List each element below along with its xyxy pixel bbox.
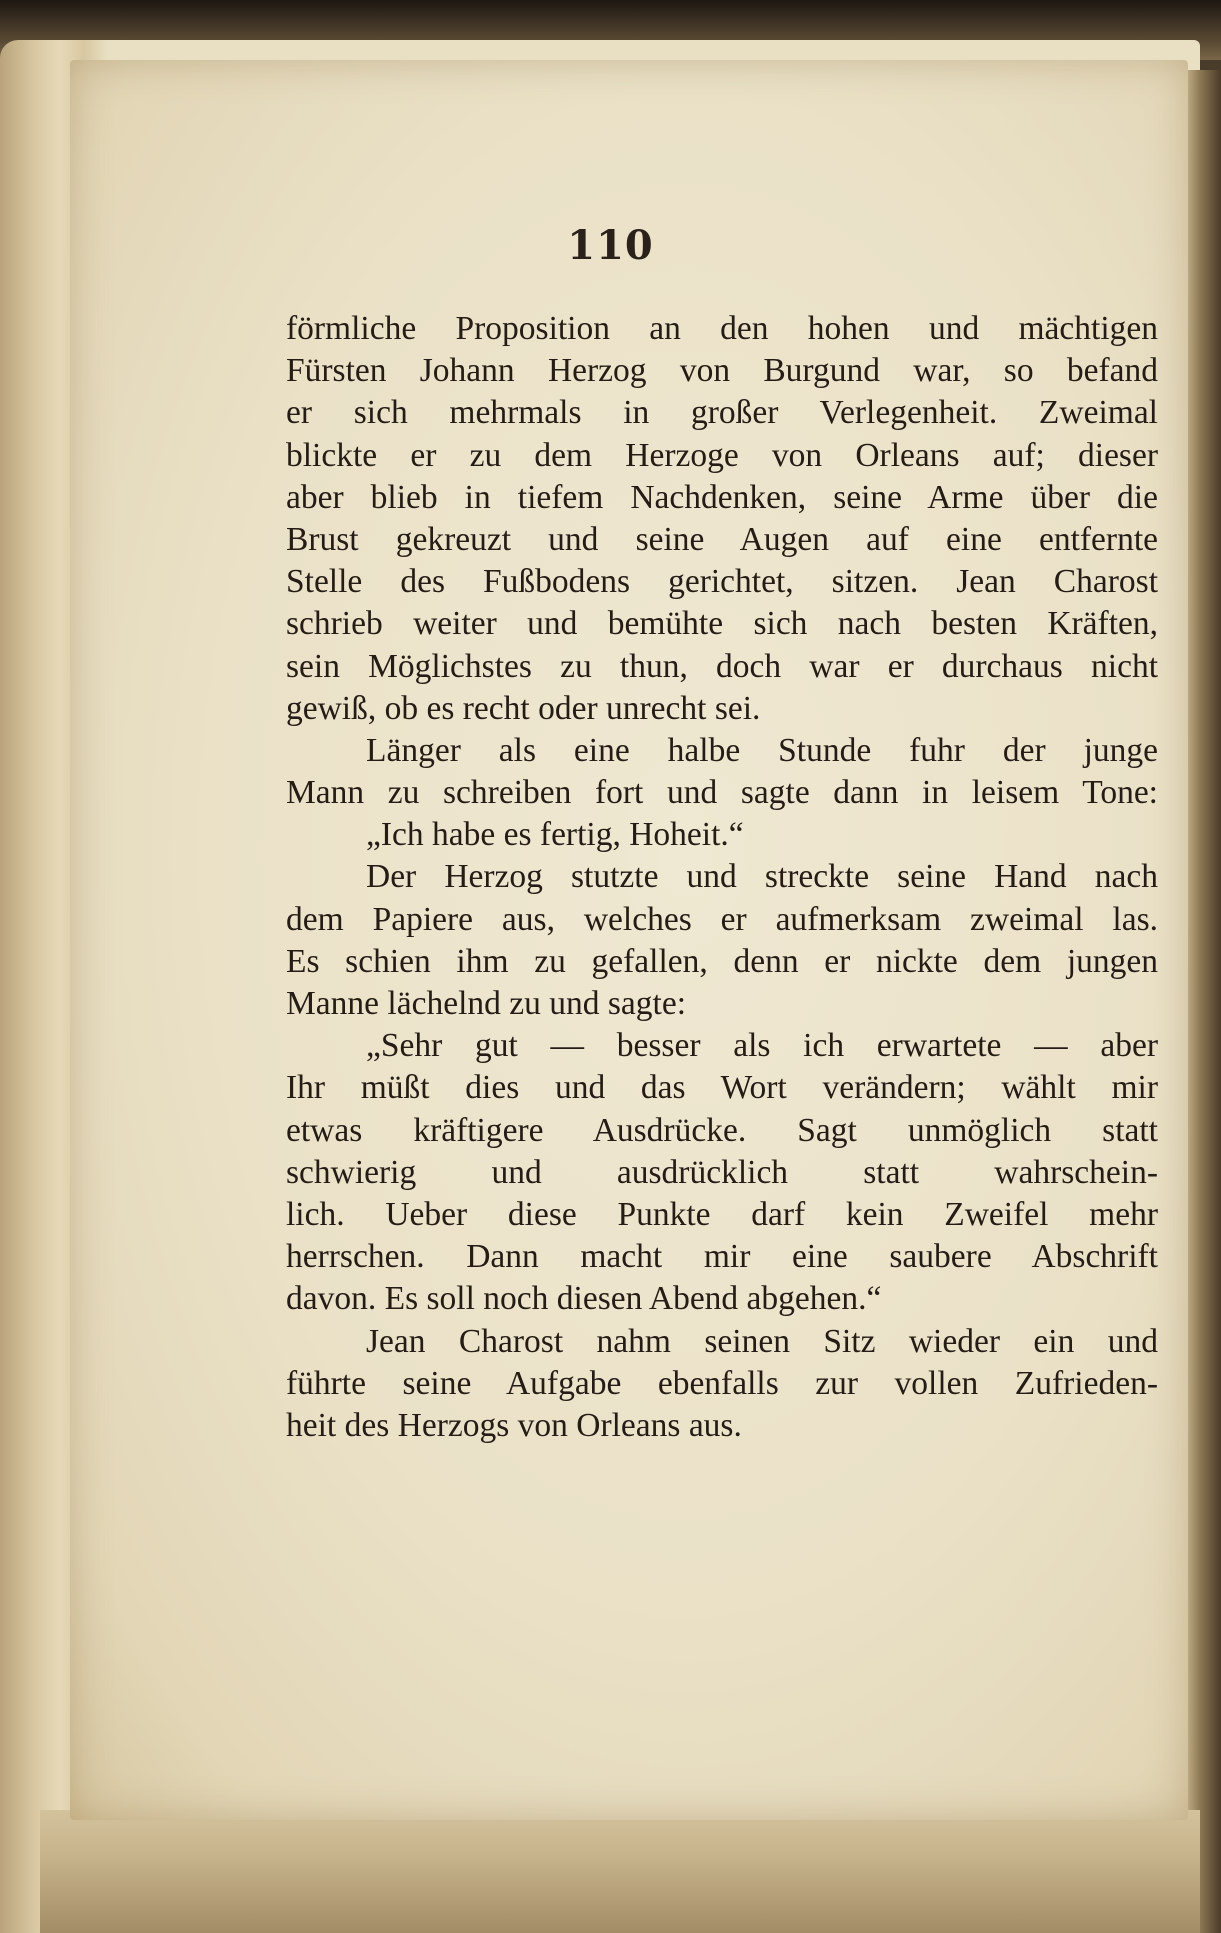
page-bottom-edge	[40, 1810, 1200, 1933]
text-line: aber blieb in tiefem Nachdenken, seine Arme über die	[286, 478, 1158, 516]
text-line: blickte er zu dem Herzoge von Orleans auf; dieser	[286, 436, 1158, 474]
text-line: er sich mehrmals in großer Verlegenheit. Zweimal	[286, 394, 1158, 432]
text-line: heit des Herzogs von Orleans aus.	[286, 1406, 742, 1444]
page-edge-right	[1185, 70, 1221, 1933]
text-line: gewiß, ob es recht oder unrecht sei.	[286, 689, 761, 727]
body-text	[286, 308, 1158, 1447]
text-line: Ihr müßt dies und das Wort verändern; wählt mir	[286, 1069, 1158, 1107]
text-line: schrieb weiter und bemühte sich nach besten Kräften,	[286, 605, 1158, 643]
text-line: Manne lächelnd zu und sagte:	[286, 985, 687, 1022]
text-line: herrschen. Dann macht mir eine saubere Abschrift	[286, 1238, 1158, 1276]
text-line: etwas kräftigere Ausdrücke. Sagt unmöglich statt	[286, 1111, 1158, 1149]
text-line: Fürsten Johann Herzog von Burgund war, so befand	[286, 352, 1158, 390]
text-line: Brust gekreuzt und seine Augen auf eine entfernte	[286, 520, 1158, 558]
text-line: schwierig und ausdrücklich statt wahrschein-	[286, 1153, 1158, 1191]
text-line: davon. Es soll noch diesen Abend abgehen.“	[286, 1280, 882, 1318]
text-line: „Sehr gut — besser als ich erwartete — aber	[366, 1027, 1158, 1065]
text-line: „Ich habe es fertig, Hoheit.“	[366, 816, 744, 854]
text-line: dem Papiere aus, welches er aufmerksam zweimal las.	[286, 900, 1158, 938]
text-line: Jean Charost nahm seinen Sitz wieder ein und	[366, 1322, 1158, 1360]
text-line: Der Herzog stutzte und streckte seine Hand nach	[366, 858, 1158, 896]
text-line: lich. Ueber diese Punkte darf kein Zweifel mehr	[286, 1195, 1158, 1233]
text-line: Stelle des Fußbodens gerichtet, sitzen. Jean Charost	[286, 563, 1158, 601]
text-line: Länger als eine halbe Stunde fuhr der junge	[366, 731, 1158, 769]
text-line: Mann zu schreiben fort und sagte dann in leisem Tone:	[286, 774, 1158, 812]
page-number: 110	[567, 222, 654, 269]
text-line: sein Möglichstes zu thun, doch war er durchaus nicht	[286, 647, 1158, 685]
text-line: förmliche Proposition an den hohen und mächtigen	[286, 310, 1158, 347]
text-line: Es schien ihm zu gefallen, denn er nickte dem jungen	[286, 942, 1158, 980]
text-line: führte seine Aufgabe ebenfalls zur vollen Zufrieden-	[286, 1364, 1158, 1402]
